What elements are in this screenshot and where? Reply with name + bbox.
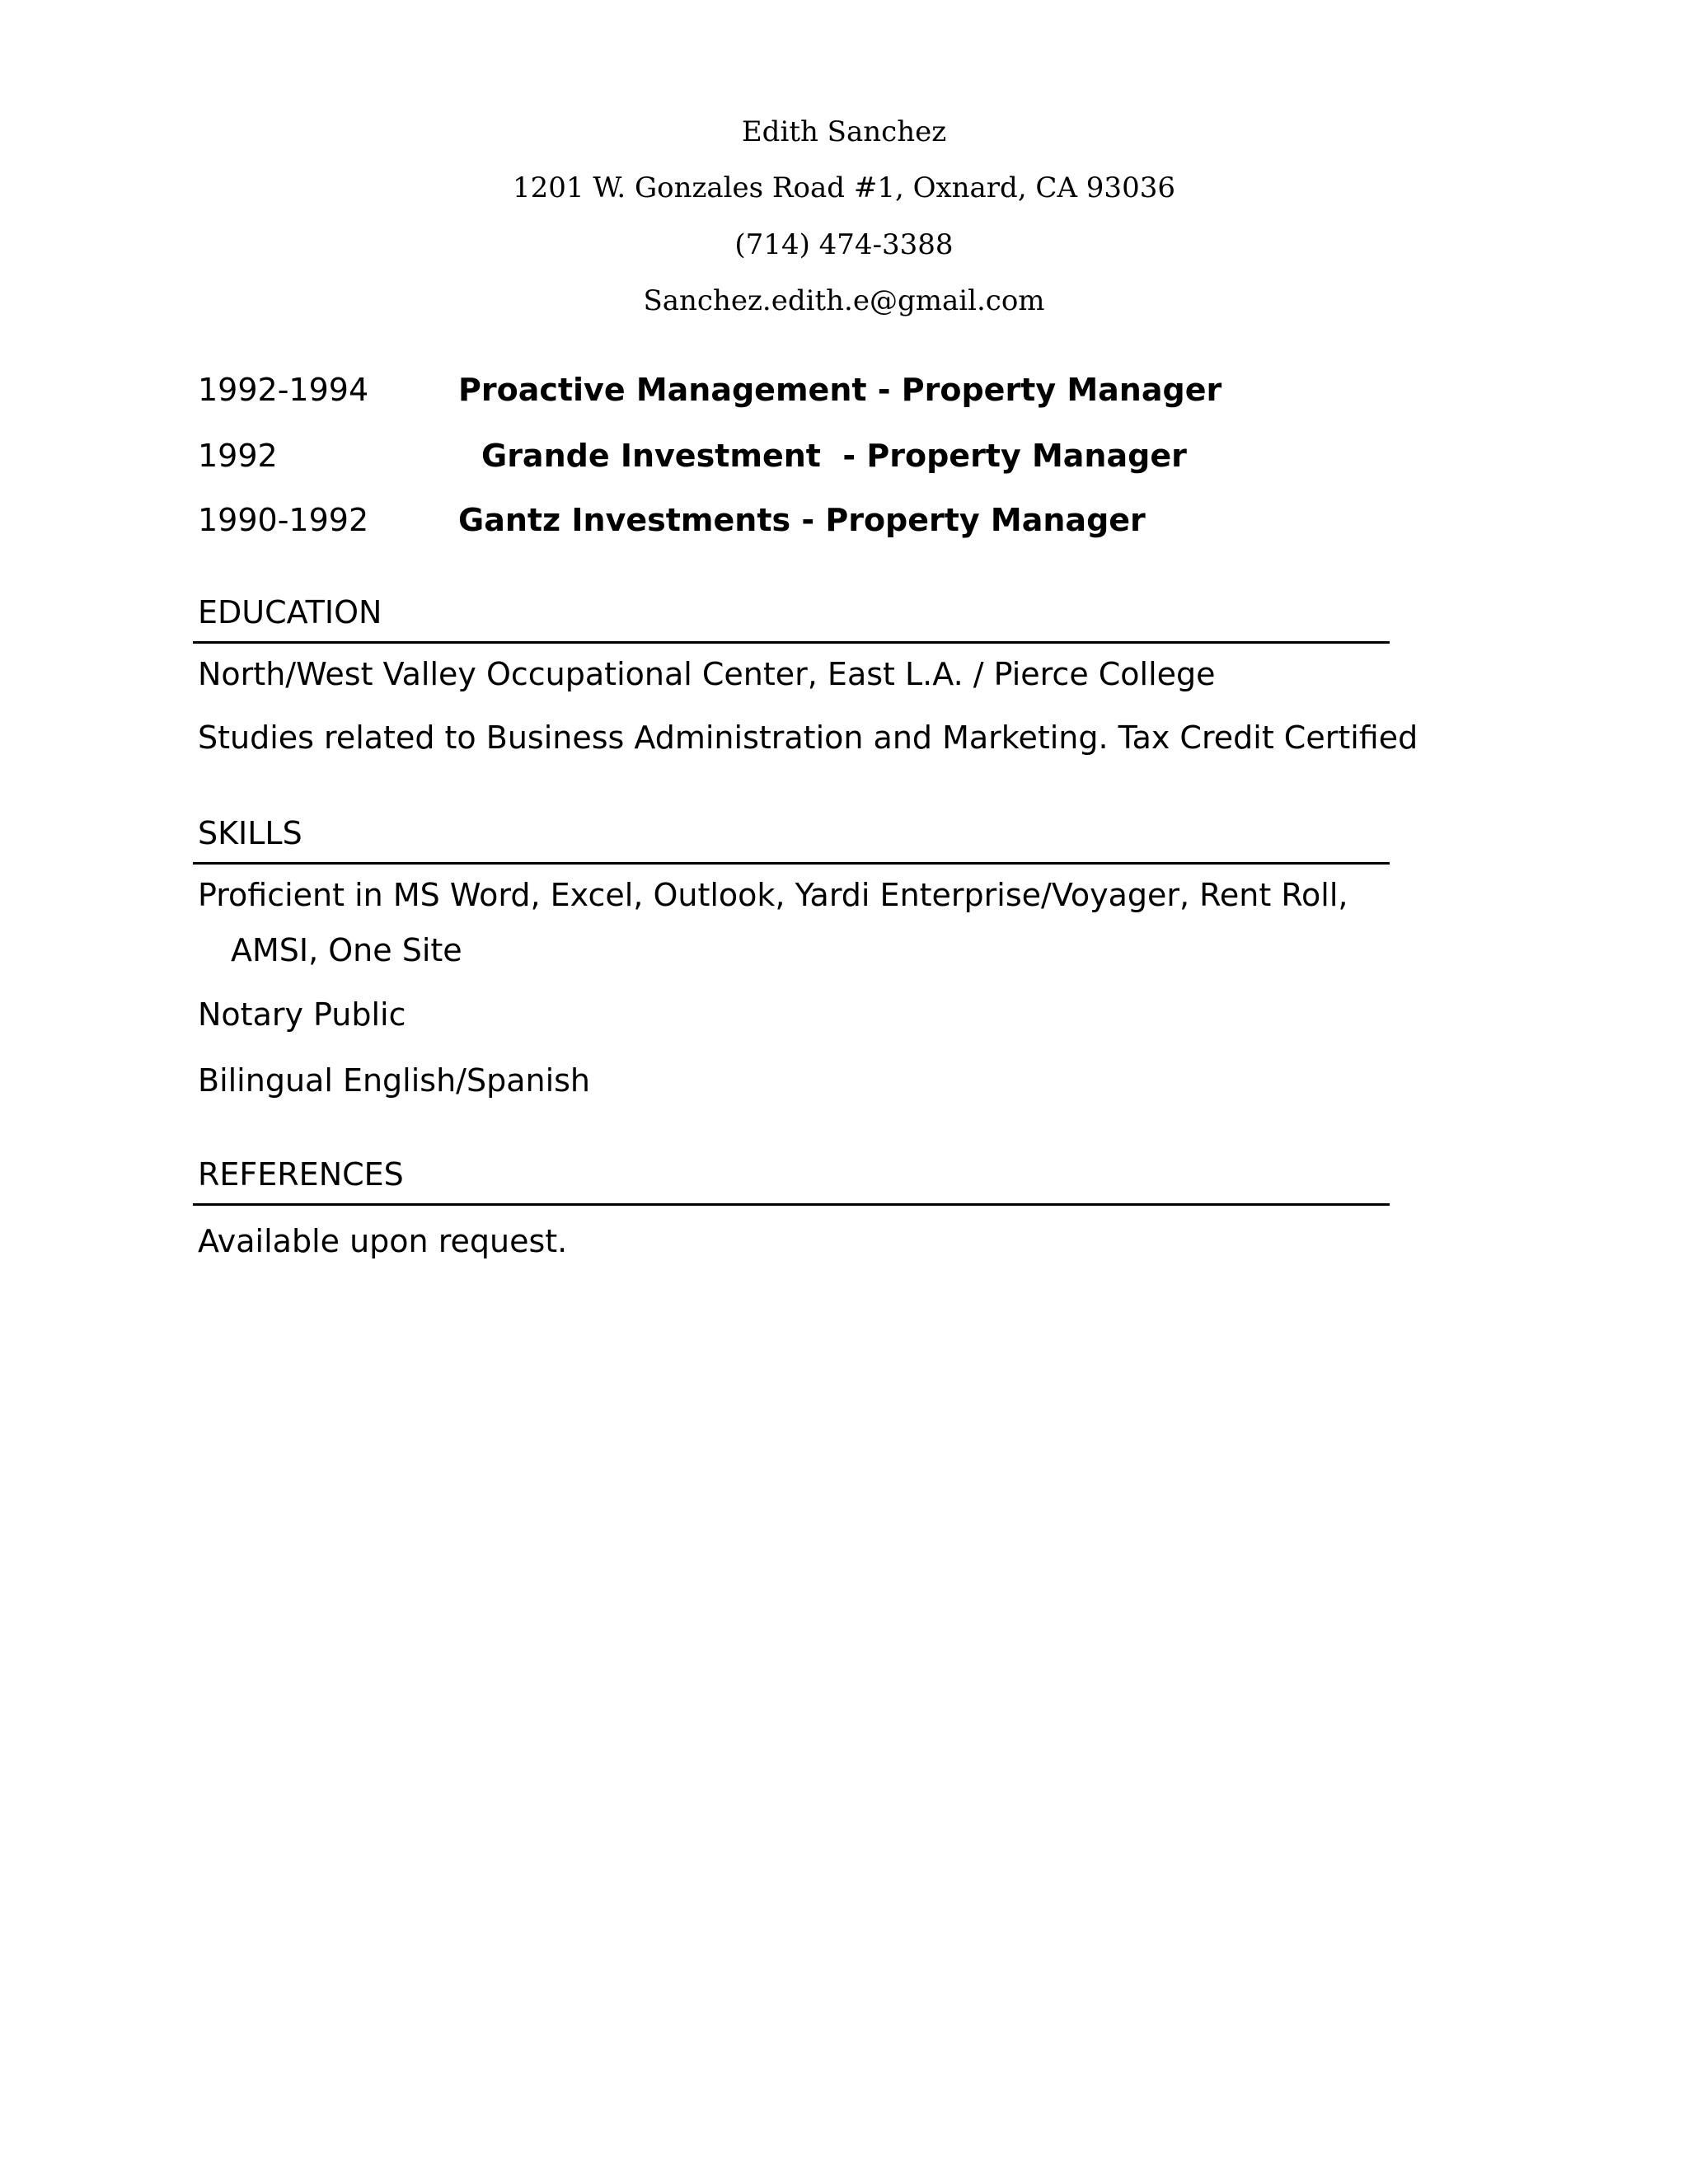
education-school: North/West Valley Occupational Center, East L.A. / Pierce College [198,656,1216,692]
employment-years: 1992-1994 [198,372,369,408]
skills-software: Proficient in MS Word, Excel, Outlook, Yardi Enterprise/Voyager, Rent Roll, [198,877,1348,913]
employment-title: Grande Investment - Property Manager [481,438,1187,474]
employment-years: 1992 [198,438,278,474]
references-divider [193,1203,1390,1206]
references-heading: REFERENCES [198,1156,404,1193]
candidate-address: 1201 W. Gonzales Road #1, Oxnard, CA 93036 [513,171,1175,204]
skills-software-continued: AMSI, One Site [231,932,462,968]
education-heading: EDUCATION [198,594,382,630]
candidate-name: Edith Sanchez [741,115,947,148]
employment-title: Gantz Investments - Property Manager [458,502,1146,538]
employment-title: Proactive Management - Property Manager [458,372,1222,408]
skills-notary: Notary Public [198,996,406,1033]
skills-bilingual: Bilingual English/Spanish [198,1062,591,1099]
education-studies: Studies related to Business Administration and Marketing. Tax Credit Certified [198,719,1418,756]
employment-years: 1990-1992 [198,502,369,538]
candidate-email: Sanchez.edith.e@gmail.com [643,284,1045,317]
candidate-phone: (714) 474-3388 [734,228,954,261]
skills-divider [193,862,1390,865]
education-divider [193,641,1390,644]
skills-heading: SKILLS [198,815,302,851]
references-text: Available upon request. [198,1223,568,1259]
